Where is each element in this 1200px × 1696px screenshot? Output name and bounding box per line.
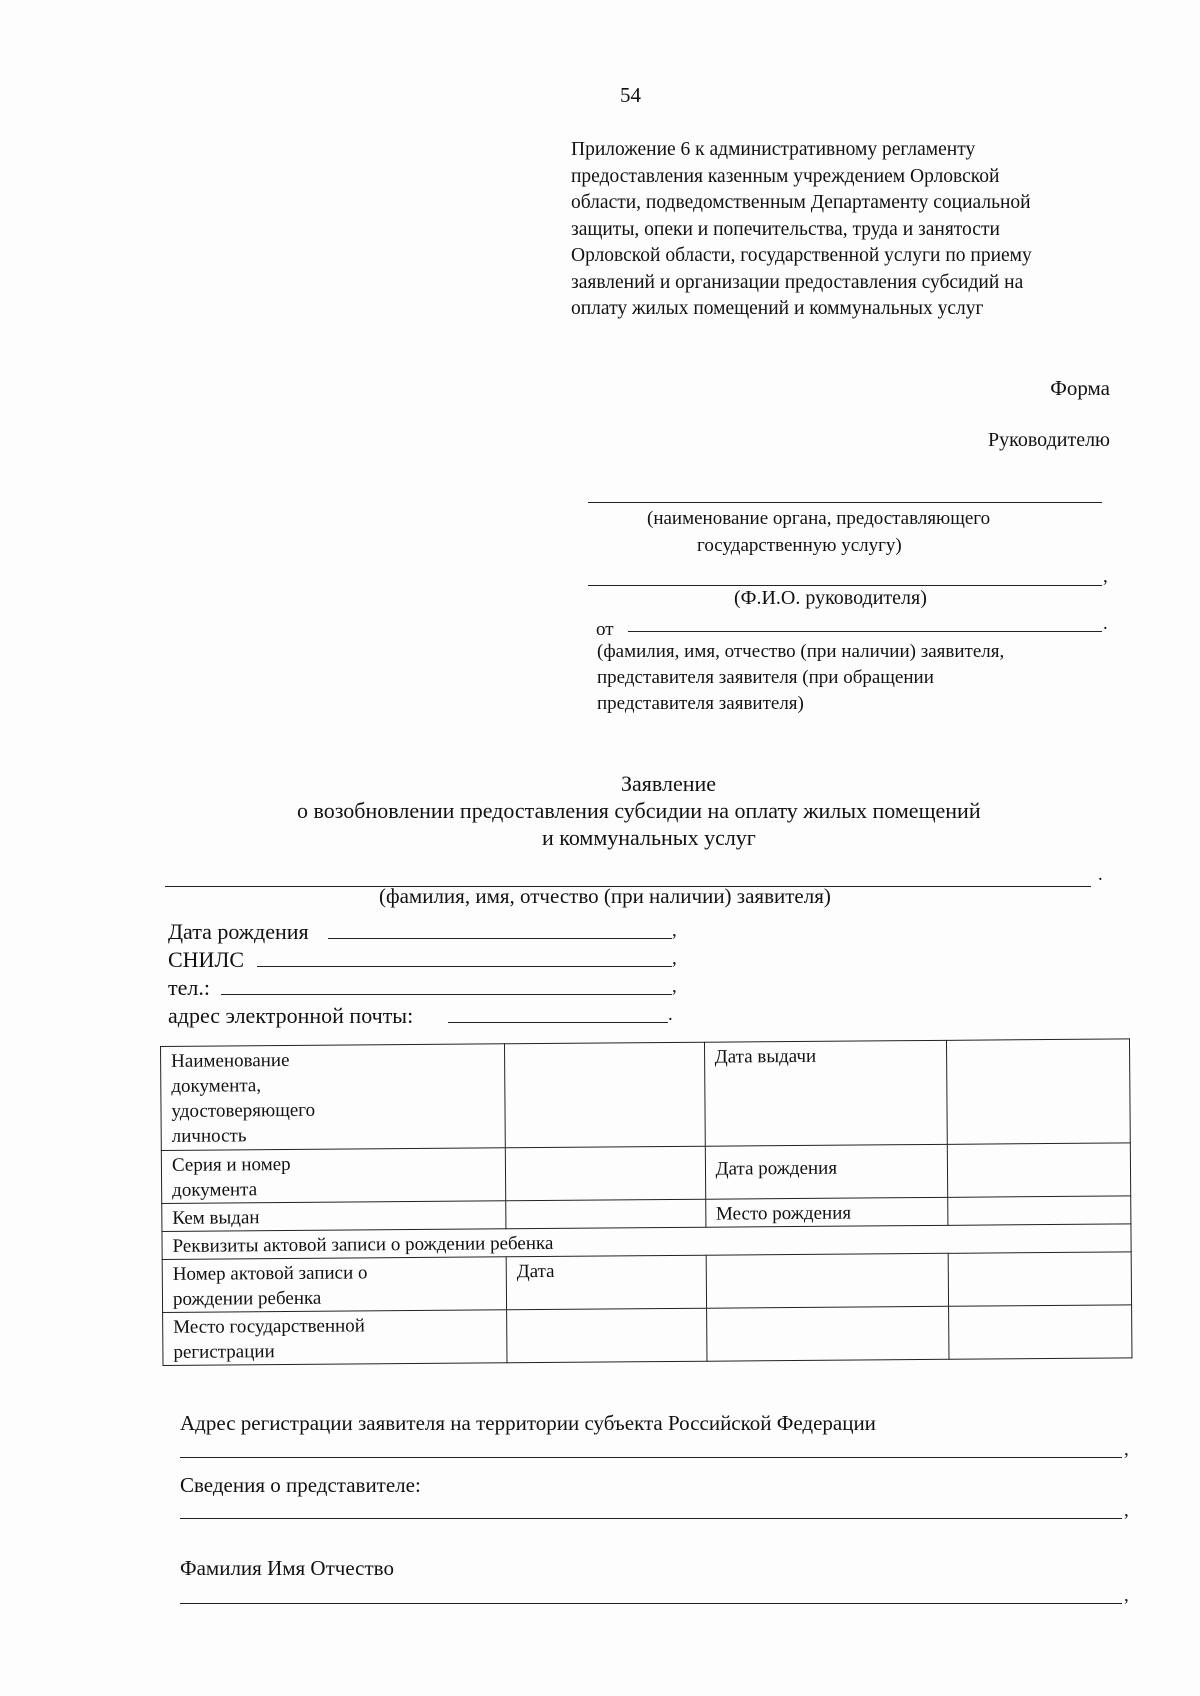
birth-record-number-label: Номер актовой записи о рождении ребенка	[162, 1257, 506, 1313]
issue-date-label: Дата выдачи	[704, 1040, 948, 1146]
birth-date-table-label: Дата рождения	[705, 1144, 948, 1199]
birth-record-date-cell[interactable]	[706, 1253, 949, 1308]
birth-place-label: Место рождения	[705, 1197, 948, 1227]
document-subtitle: о возобновлении предоставления субсидии на оплату жилых помещений	[297, 798, 981, 823]
appendix-header	[571, 137, 1032, 323]
email-line[interactable]	[448, 1022, 668, 1023]
registration-place-label: Место государственной регистрации	[163, 1310, 507, 1366]
from-line[interactable]	[628, 631, 1102, 632]
phone-line[interactable]	[221, 994, 672, 995]
email-label: адрес электронной почты:	[168, 1003, 414, 1028]
issued-by-label: Кем выдан	[162, 1201, 506, 1232]
page-number: 54	[620, 83, 641, 107]
document-title: Заявление	[621, 771, 717, 796]
registration-extra-cell[interactable]	[706, 1306, 949, 1361]
birth-record-extra-cell[interactable]	[948, 1252, 1131, 1306]
appendix-line: оплату жилых помещений и коммунальных услуг	[571, 298, 984, 319]
organ-name-line[interactable]	[588, 502, 1102, 503]
phone-label: тел.:	[168, 975, 210, 1000]
fio-line[interactable]	[180, 1603, 1122, 1604]
from-label: от	[596, 619, 614, 640]
registration-place-cell[interactable]	[506, 1308, 706, 1363]
addressee-label: Руководителю	[988, 429, 1110, 451]
representative-line[interactable]	[180, 1518, 1122, 1519]
birth-date-cell[interactable]	[948, 1143, 1131, 1197]
appendix-line: заявлений и организации предоставления субсидий на	[571, 271, 1024, 293]
form-label: Форма	[1050, 376, 1110, 400]
reg-address-line[interactable]	[180, 1457, 1122, 1458]
registration-extra-cell[interactable]	[949, 1305, 1132, 1359]
birth-date-label: Дата рождения	[168, 919, 309, 944]
document-subtitle: и коммунальных услуг	[542, 825, 756, 850]
snils-line[interactable]	[257, 966, 672, 967]
director-fio-hint: (Ф.И.О. руководителя)	[734, 587, 927, 609]
issue-date-cell[interactable]	[947, 1039, 1130, 1144]
fio-label: Фамилия Имя Отчество	[180, 1556, 394, 1580]
doc-name-cell[interactable]	[504, 1042, 705, 1148]
document-page: 54 Приложение 6 к административному регламенту предоставления казенным учреждением Орловской области, подведомственным Департаменту социальной защиты, опеки и попечительства, труда и занятости Орловской области, государственной услуги по приему заявлений и организации предоставления субсидий на оплату жилых помещений и коммунальных услуг Форма Руководителю (наименование органа, предоставляющего государственную услугу) , (Ф.И.О. руководителя) от . (фамилия, имя, отчество (при наличии) заявителя, представителя заявителя (при обращении представителя заявителя) Заявление о возобновлении предоставления субсидии на оплату жилых помещений и коммунальных услуг . (фамилия, имя, отчество (при наличии) заявителя) Дата рождения , СНИЛС , тел.: , адрес электронной почты: . Наименование документа, удостоверяющего личность Дата выдачи Серия и номер документа Дата рождения Кем выдан Место рождения Реквизиты актовой записи о рождении ребенка Номер актовой записи о рождении ребенка Дата Место государственной регистрации Адрес регистрации заявителя на территории субъекта Российской Федерации , Сведения о представителе: , Фамилия Имя Отчество ,	[0, 0, 1200, 1696]
birth-record-details-label: Реквизиты актовой записи о рождении ребенка	[162, 1224, 1131, 1260]
organ-hint: государственную услугу)	[697, 535, 902, 556]
doc-name-label: Наименование документа, удостоверяющего личность	[161, 1044, 506, 1151]
birth-place-cell[interactable]	[948, 1196, 1131, 1225]
issued-by-cell[interactable]	[506, 1199, 706, 1229]
identity-document-table	[160, 1038, 1132, 1366]
applicant-hint: представителя заявителя)	[597, 693, 804, 714]
appendix-line: защиты, опеки и попечительства, труда и занятости	[571, 218, 1000, 240]
series-number-cell[interactable]	[505, 1146, 705, 1201]
representative-label: Сведения о представителе:	[180, 1473, 421, 1497]
reg-address-label: Адрес регистрации заявителя на территории субъекта Российской Федерации	[180, 1411, 876, 1435]
snils-label: СНИЛС	[168, 947, 245, 972]
organ-hint: (наименование органа, предоставляющего	[647, 508, 991, 529]
appendix-line: области, подведомственным Департаменту социальной	[571, 192, 1031, 213]
applicant-name-hint: (фамилия, имя, отчество (при наличии) заявителя)	[379, 884, 831, 908]
applicant-hint: представителя заявителя (при обращении	[597, 667, 934, 688]
appendix-line: Приложение 6 к административному регламенту	[571, 139, 976, 160]
appendix-line: Орловской области, государственной услуги по приему	[571, 245, 1032, 266]
appendix-line: предоставления казенным учреждением Орловской	[571, 165, 1000, 187]
birth-date-line[interactable]	[328, 938, 672, 939]
applicant-hint: (фамилия, имя, отчество (при наличии) заявителя,	[597, 641, 1005, 662]
birth-record-date-label: Дата	[506, 1255, 706, 1310]
series-number-label: Серия и номер документа	[161, 1148, 505, 1204]
